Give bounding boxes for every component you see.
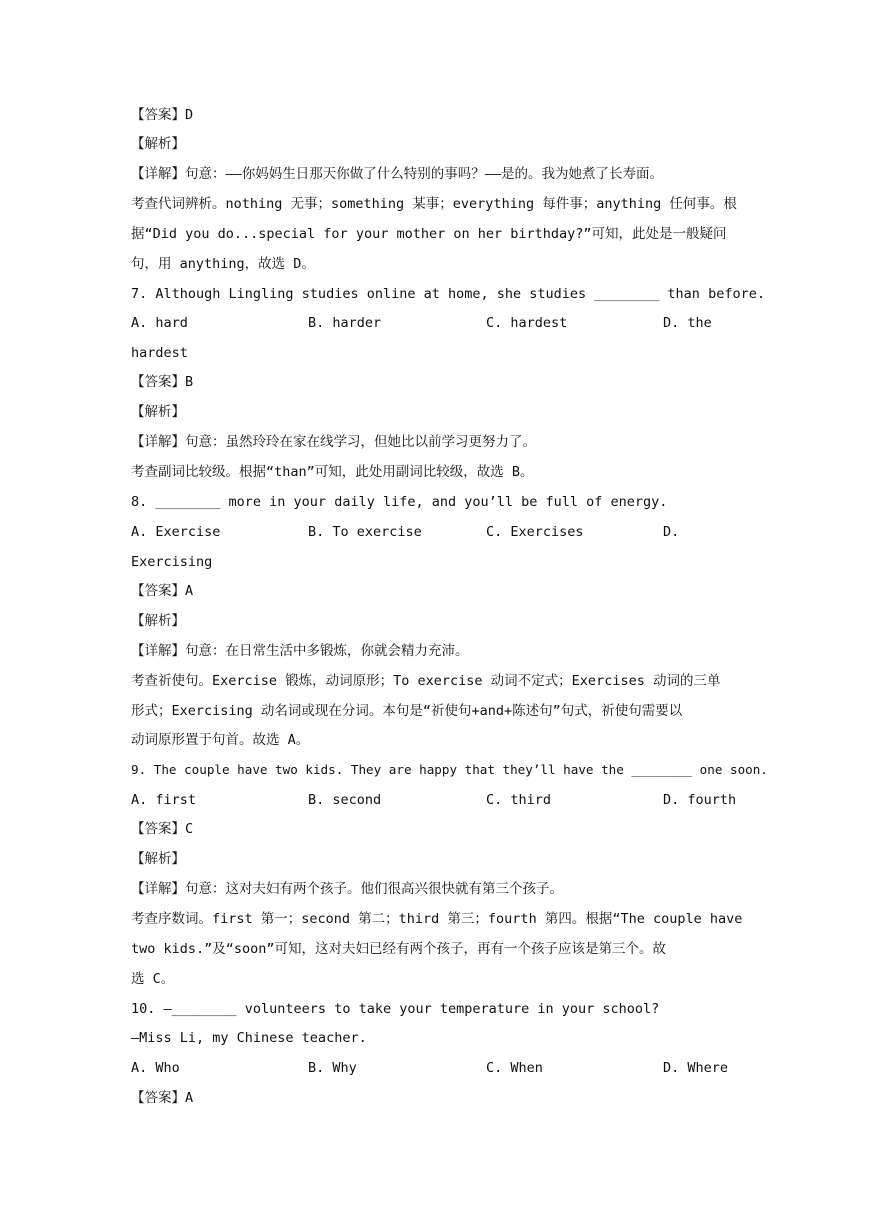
option-d: D. Where	[663, 1060, 729, 1076]
explanation-line: 考查代词辨析。nothing 无事；something 某事；everything 每件事；anything 任何事。根	[131, 196, 737, 212]
option-b: B. second	[308, 792, 382, 808]
option-c: C. Exercises	[486, 524, 584, 540]
option-d: D. the	[663, 315, 712, 331]
option-d: D.	[663, 524, 680, 540]
option-c: C. hardest	[486, 315, 568, 331]
option-a: A. hard	[131, 315, 188, 331]
option-b: B. To exercise	[308, 524, 422, 540]
options-row-10	[131, 1059, 741, 1077]
options-row-8	[131, 523, 741, 541]
option-b: B. harder	[308, 315, 382, 331]
option-d-wrap: hardest	[131, 345, 188, 361]
option-c: C. When	[486, 1060, 543, 1076]
analysis-label: 【解析】	[131, 851, 185, 867]
option-a: A. Who	[131, 1060, 180, 1076]
explanation-line: 考查祈使句。Exercise 锻炼，动词原形；To exercise 动词不定式；Exercises 动词的三单	[131, 673, 721, 689]
question-9: 9. The couple have two kids. They are happy that they’ll have the ________ one soon.	[131, 762, 768, 777]
explanation-line: 考查副词比较级。根据“than”可知，此处用副词比较级，故选 B。	[131, 464, 534, 480]
answer-label: 【答案】A	[131, 583, 194, 599]
question-8: 8. ________ more in your daily life, and you’ll be full of energy.	[131, 494, 668, 510]
question-10: 10. —________ volunteers to take your temperature in your school?	[131, 1001, 660, 1017]
analysis-label: 【解析】	[131, 613, 185, 629]
detail-text: 【详解】句意：在日常生活中多锻炼，你就会精力充沛。	[131, 643, 469, 659]
answer-label: 【答案】C	[131, 821, 194, 837]
explanation-line: 据“Did you do...special for your mother on her birthday?”可知，此处是一般疑问	[131, 226, 727, 242]
question-10-reply: —Miss Li, my Chinese teacher.	[131, 1030, 367, 1046]
explanation-line: 动词原形置于句首。故选 A。	[131, 732, 310, 748]
option-d-wrap: Exercising	[131, 554, 213, 570]
analysis-label: 【解析】	[131, 136, 185, 152]
explanation-line: 句，用 anything，故选 D。	[131, 256, 315, 272]
options-row-9	[131, 791, 741, 809]
analysis-label: 【解析】	[131, 404, 185, 420]
answer-label: 【答案】D	[131, 107, 194, 123]
explanation-line: 形式；Exercising 动名词或现在分词。本句是“祈使句+and+陈述句”句式，祈使句需要以	[131, 703, 683, 719]
option-c: C. third	[486, 792, 552, 808]
detail-text: 【详解】句意：这对夫妇有两个孩子。他们很高兴很快就有第三个孩子。	[131, 881, 563, 897]
explanation-line: 选 C。	[131, 971, 175, 987]
question-7: 7. Although Lingling studies online at home, she studies ________ than before.	[131, 286, 765, 302]
option-d: D. fourth	[663, 792, 737, 808]
explanation-line: two kids.”及“soon”可知，这对夫妇已经有两个孩子，再有一个孩子应该是第三个。故	[131, 941, 667, 957]
explanation-line: 考查序数词。first 第一；second 第二；third 第三；fourth 第四。根据“The couple have	[131, 911, 743, 927]
detail-text: 【详解】句意：——你妈妈生日那天你做了什么特别的事吗？——是的。我为她煮了长寿面。	[131, 166, 664, 182]
option-b: B. Why	[308, 1060, 357, 1076]
answer-label: 【答案】B	[131, 374, 194, 390]
option-a: A. Exercise	[131, 524, 221, 540]
option-a: A. first	[131, 792, 197, 808]
answer-label: 【答案】A	[131, 1090, 194, 1106]
options-row-7	[131, 314, 741, 332]
detail-text: 【详解】句意：虽然玲玲在家在线学习，但她比以前学习更努力了。	[131, 434, 536, 450]
